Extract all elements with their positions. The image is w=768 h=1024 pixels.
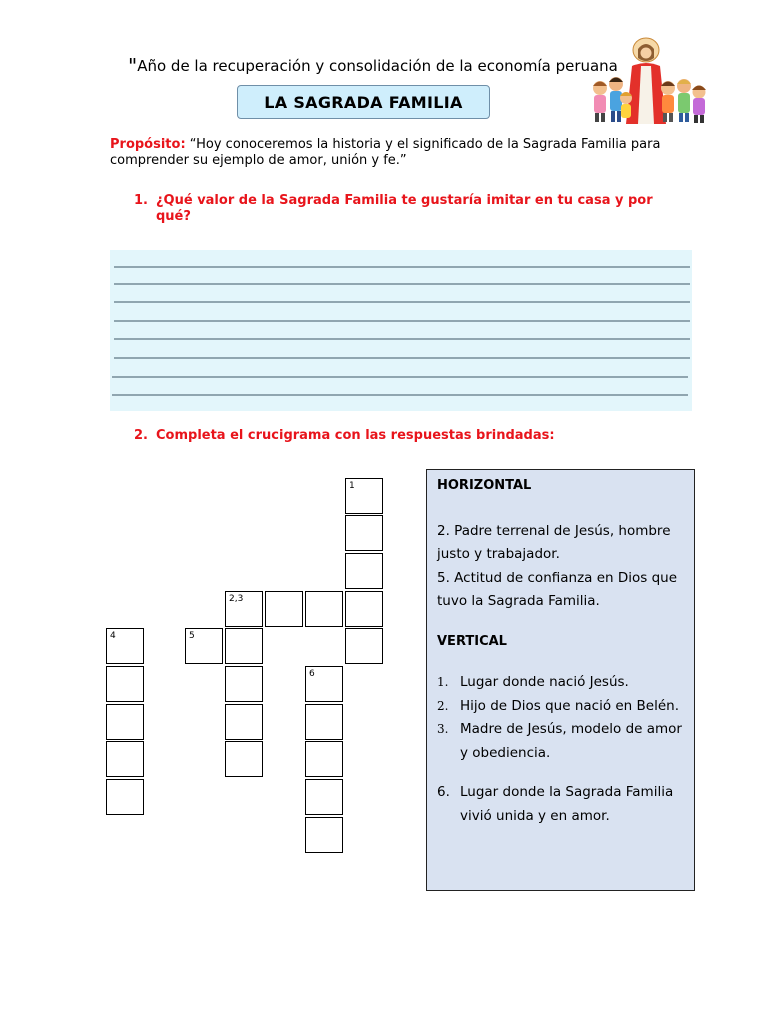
clue-number: 4 <box>110 631 116 641</box>
vertical-clue-text: Lugar donde nació Jesús. <box>460 674 629 690</box>
crossword-cell[interactable] <box>106 741 144 777</box>
vertical-clue <box>437 718 684 765</box>
vertical-clue-number: 3. <box>437 722 449 736</box>
crossword-cell[interactable] <box>305 666 343 702</box>
crossword-cell[interactable] <box>305 779 343 815</box>
answer-lines[interactable] <box>110 248 692 413</box>
crossword-cell[interactable] <box>106 704 144 740</box>
vertical-clue-text: Lugar donde la Sagrada Familia vivió unida y en amor. <box>460 784 674 824</box>
crossword-cell[interactable] <box>265 591 303 627</box>
vertical-clue <box>437 671 684 695</box>
clue-number: 1 <box>349 481 355 491</box>
crossword-cell[interactable] <box>106 779 144 815</box>
question-1 <box>134 193 674 225</box>
question-1-number: 1. <box>134 193 148 208</box>
vertical-heading: VERTICAL <box>437 633 507 649</box>
purpose-paragraph <box>110 137 680 169</box>
crossword-cell[interactable] <box>106 628 144 664</box>
question-1-text: ¿Qué valor de la Sagrada Familia te gustaría imitar en tu casa y por qué? <box>156 193 653 224</box>
question-2-number: 2. <box>134 428 148 443</box>
crossword-cell[interactable] <box>225 741 263 777</box>
crossword-cell[interactable] <box>345 553 383 589</box>
clue-number: 6 <box>309 669 315 679</box>
crossword-cell[interactable] <box>345 478 383 514</box>
vertical-clue-number: 2. <box>437 698 449 713</box>
crossword-cell[interactable] <box>225 591 263 627</box>
horizontal-clue: 2. Padre terrenal de Jesús, hombre justo y trabajador. <box>437 522 671 562</box>
year-text: Año de la recuperación y consolidación de la economía peruana <box>137 57 618 75</box>
purpose-label: Propósito: <box>110 137 186 152</box>
vertical-clue-text: Hijo de Dios que nació en Belén. <box>460 697 679 714</box>
page-title: LA SAGRADA FAMILIA <box>264 92 463 112</box>
question-2-text: Completa el crucigrama con las respuestas brindadas: <box>156 428 555 443</box>
vertical-clue <box>437 781 684 828</box>
horizontal-heading: HORIZONTAL <box>437 478 532 493</box>
horizontal-clue: 5. Actitud de confianza en Dios que tuvo la Sagrada Familia. <box>437 569 678 609</box>
crossword-cell[interactable] <box>305 817 343 853</box>
crossword-cell[interactable] <box>305 704 343 740</box>
quote-mark: " <box>128 54 138 78</box>
crossword-cell[interactable] <box>185 628 223 664</box>
crossword-cell[interactable] <box>345 591 383 627</box>
vertical-clue-number: 1. <box>437 675 449 689</box>
purpose-text: “Hoy conoceremos la historia y el significado de la Sagrada Familia para comprender su ejemplo de amor, unión y fe.” <box>110 137 661 168</box>
question-2 <box>134 428 674 444</box>
clue-number: 2,3 <box>229 594 244 604</box>
crossword-cell[interactable] <box>225 666 263 702</box>
crossword-cell[interactable] <box>106 666 144 702</box>
jesus-children-illustration-icon <box>586 36 710 128</box>
year-heading <box>128 54 618 78</box>
clues-box <box>426 469 695 891</box>
crossword-cell[interactable] <box>345 515 383 551</box>
crossword-cell[interactable] <box>305 591 343 627</box>
vertical-clue-number: 6. <box>437 784 450 800</box>
crossword-cell[interactable] <box>345 628 383 664</box>
vertical-clue-text: Madre de Jesús, modelo de amor y obediencia. <box>460 721 682 761</box>
vertical-clue <box>437 695 684 719</box>
crossword-cell[interactable] <box>305 741 343 777</box>
clue-number: 5 <box>189 631 195 641</box>
title-box <box>237 85 490 119</box>
crossword-cell[interactable] <box>225 628 263 664</box>
crossword-cell[interactable] <box>225 704 263 740</box>
